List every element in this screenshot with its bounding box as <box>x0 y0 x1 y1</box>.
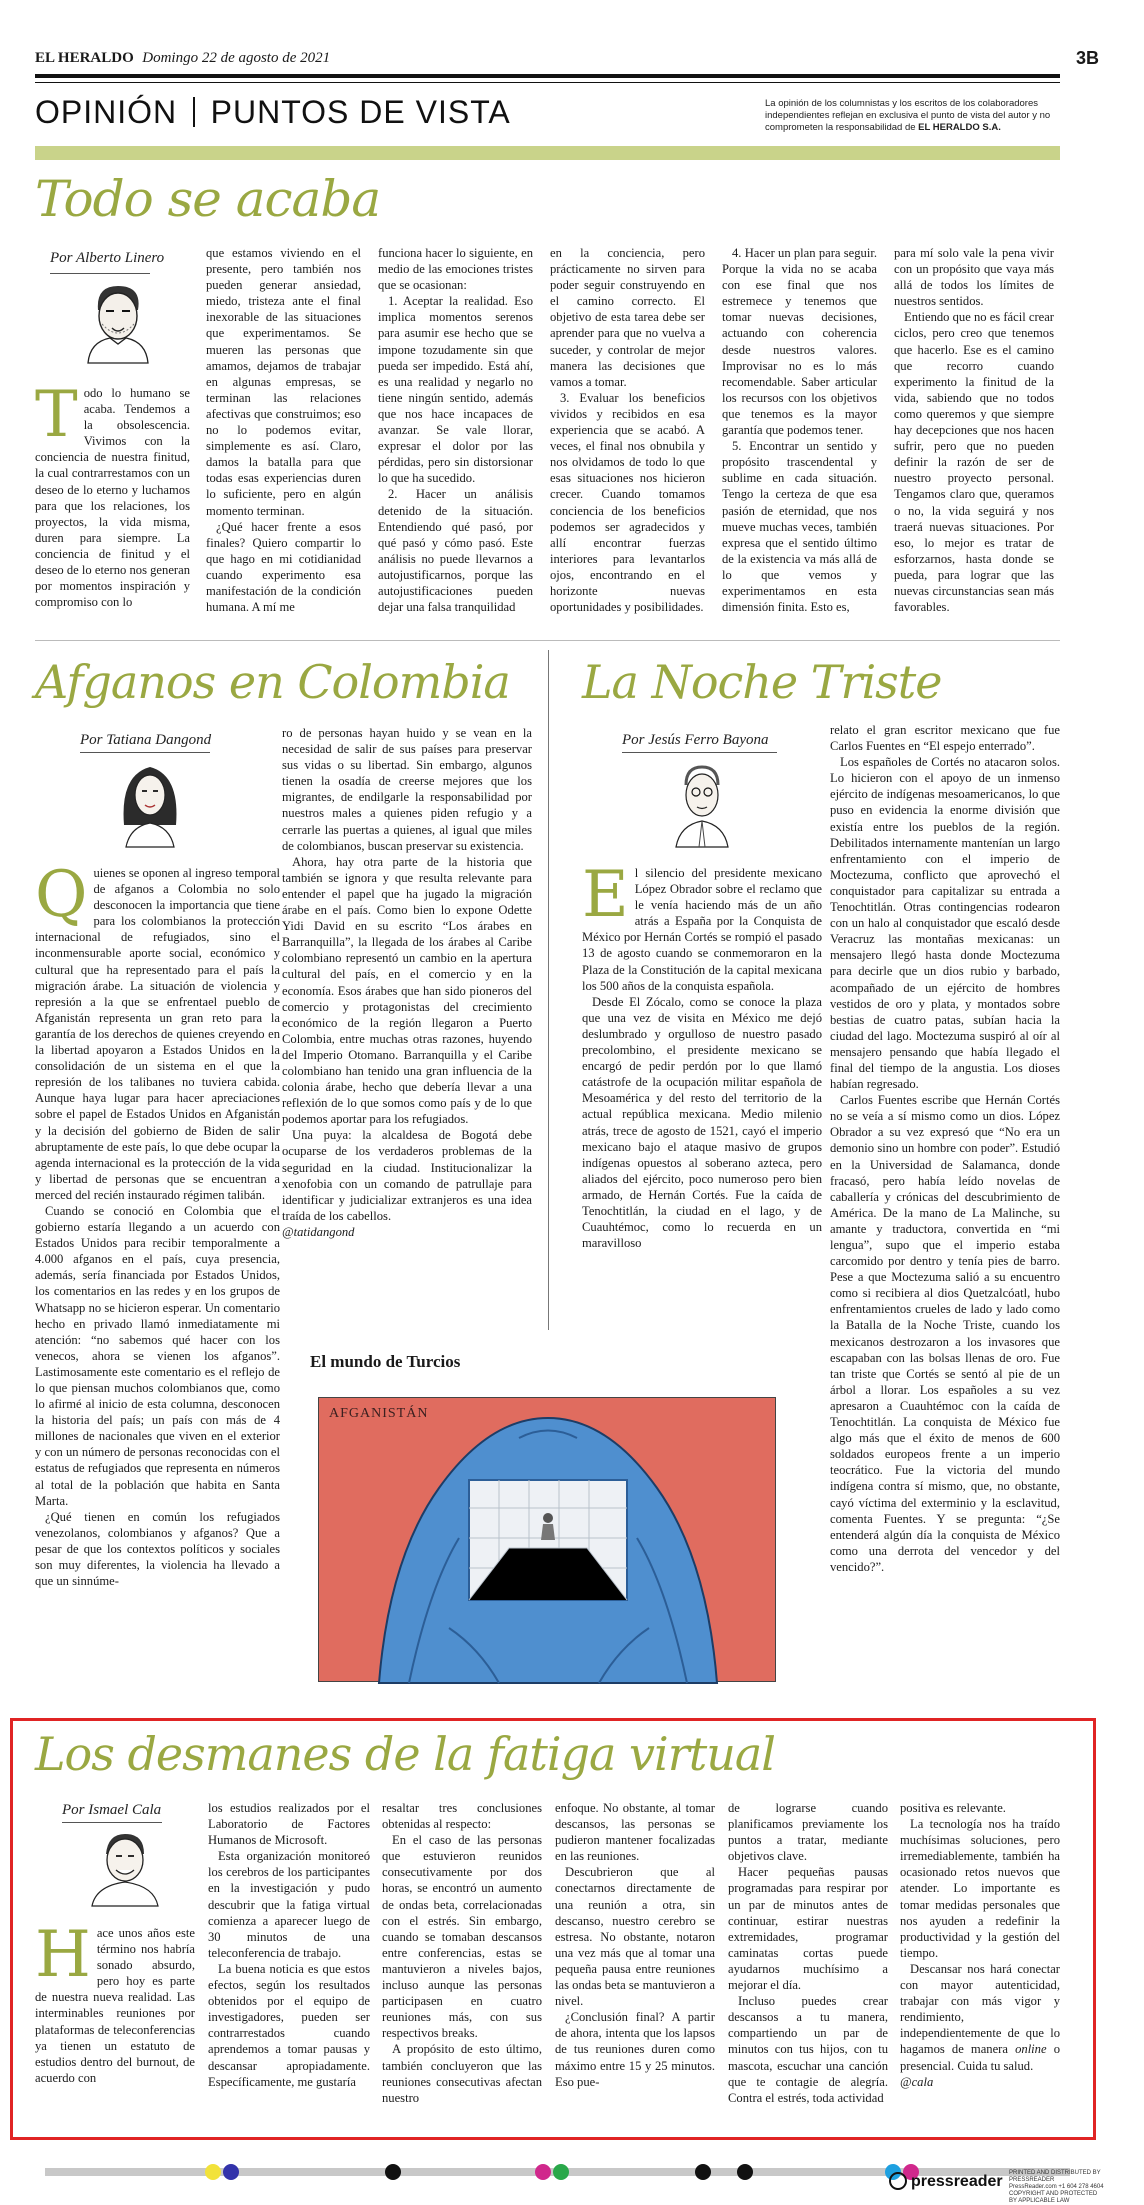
paragraph: Ahora, hay otra parte de la historia que también se ignora y que resulta relevante para entender el papel que ha jugado la migración árabe en el país. Como bien lo expone Odette Yidi David en su escrito “Los árabes en Barranquilla”, la llegada de los árabes al Caribe colombiano representó un cambio en la apertura cultural del país, en el comercio y en la economía. Esos árabes que han sido pioneros del comercio y protagonistas del crecimiento económico de la región llegaron a Puerto Colombia, entre muchas otras razones, huyendo del Imperio Otomano. Barranquilla y el Caribe colombiano han tenido una gran influencia de la colonia árabe, hecho que debería llevar a una reflexión de lo que somos como país y de lo que podemos aportar para los refugiados. <box>282 854 532 1127</box>
byline-rule <box>62 1822 162 1823</box>
legal-line: PressReader.com +1 604 278 4604 <box>1009 2184 1104 2190</box>
article-headline: Todo se acaba <box>35 170 381 228</box>
paragraph: ¿Conclusión final? A partir de ahora, intenta que los lapsos de tus reuniones duren como máximo entre 15 y 25 minutos. Eso pue- <box>555 2010 715 2089</box>
paragraph: ace unos años este término nos habría sonado absurdo, pero hoy es parte de nuestra nueva realidad. Las interminables reuniones por plataformas de teleconferencias ya tienen un estatuto de estudios dentro del burnout, de acuerdo con <box>35 1926 195 2085</box>
article-column <box>728 1800 888 2130</box>
paragraph: de lograrse cuando planificamos previamente los puntos a tratar, mediante objetivos clave. <box>728 1801 888 1864</box>
section-name: OPINIÓN <box>35 94 178 130</box>
paragraph: odo lo humano se acaba. Tendemos a la obsolescencia. Vivimos con la conciencia de nuestra finitud, la cual contrarrestamos con un deseo de lo eterno y luchamos para que los relaciones, los proyectos, la vida misma, duren para siempre. La conciencia de finitud y el deseo de lo eterno nos generan por momentos inspiración y compromiso con lo <box>35 386 190 610</box>
legal-line: COPYRIGHT AND PROTECTED BY APPLICABLE LAW <box>1009 2191 1098 2204</box>
section-separator <box>193 97 195 127</box>
paragraph: 1. Aceptar la realidad. Eso implica momentos serenos para asumir ese hecho que se impone tozudamente sin que pueda ser impedido. Está ahí, es una realidad y negarlo no tiene ningún sentido, además que nos hace incapaces de avanzar. Se vale llorar, expresar el dolor por las pérdidas, pero sin distorsionar lo que ha sucedido. <box>378 294 533 486</box>
paragraph: l silencio del presidente mexicano López Obrador sobre el reclamo que le venía haciendo más de un año atrás a España por la Conquista de México por Hernán Cortés se rompió el pasado 13 de agosto cuando se conmemoraron en la Plaza de la Constitución de la capital mexicana los 500 años de la conquista española. <box>582 866 822 993</box>
paragraph: Incluso puedes crear descansos a tu manera, compartiendo un par de minutos con tus hijos, con tu mascota, escuchar una canción que te contagie de alegría. Contra el estrés, toda actividad <box>728 1994 888 2105</box>
author-handle: @cala <box>900 2074 934 2089</box>
color-bar-dot <box>535 2164 551 2180</box>
article-column <box>206 245 361 630</box>
column-divider <box>548 650 549 1330</box>
disclaimer <box>765 98 1065 134</box>
cartoon <box>318 1397 776 1682</box>
article-headline: Afganos en Colombia <box>35 655 510 709</box>
article-byline: Por Alberto Linero <box>50 250 165 266</box>
paragraph: Una puya: la alcaldesa de Bogotá debe ocuparse de los verdaderos problemas de la seguridad en la ciudad. Institucionalizar la xenofobia con un comando de patrullaje para identificar y judicializar extranjeros es una idea traída de los cabellos. <box>282 1128 532 1223</box>
paragraph: ¿Qué hacer frente a esos finales? Quiero compartir lo que hago en mi cotidianidad cuando experimento esa manifestación de la condición humana. A mí me <box>206 519 361 615</box>
paragraph <box>900 1961 1060 2074</box>
paragraph: resaltar tres conclusiones obtenidas al respecto: <box>382 1801 542 1832</box>
section-title <box>35 94 511 131</box>
paragraph: Carlos Fuentes escribe que Hernán Cortés no se veía a sí mismo como un dios. López Obrador a su vez expresó que “No era un demonio sino un hombre con poder”. Estudió en la Universidad de Salamanca, donde fracasó, pero había leído novelas de caballería y crónicas del descubrimiento de América. De la mano de La Malinche, su amante y traductora, convertida en “mi lengua”, supo que el imperio estaba carcomido por dentro y tenía pies de barro. Pese a que Moctezuma salió a su encuentro como si recibiera al dios Quetzalcóatl, hubo enfrentamientos crueles de lado y lado como la Batalla de la Noche Triste, cuando los mexicanos destrozaron a los invasores que escapaban con las bolsas llenas de oro. Fue tan triste que Cortés se sentó al pie de un árbol a llorar. Los españoles a su vez apresaron a Cuauhtémoc con la caída de Tenochtitlán. La conquista de México fue algo más que el éxito de menos de 600 soldados europeos frente a un imperio teocrático. Fue la victoria del mundo indígena contra sí mismo, que, no obstante, cayó víctima del exterminio y la esclavitud, comenta Fuentes. Y se pregunta: “¿Se entenderá algún día la conquista de México como una derrota del vencedor y del vencido?”. <box>830 1093 1060 1574</box>
header-rule-thick <box>35 74 1060 78</box>
paragraph: Esta organización monitoreó los cerebros de los participantes en la investigación y pudo descubrir que la fatiga virtual comienza a aparecer luego de 30 minutos de una teleconferencia de trabajo. <box>208 1849 370 1960</box>
article-byline: Por Jesús Ferro Bayona <box>622 732 769 748</box>
masthead <box>35 50 330 67</box>
pressreader-brand: pressreader <box>911 2173 1003 2190</box>
paragraph: funciona hacer lo siguiente, en medio de las emociones tristes que se ocasionan: <box>378 246 533 293</box>
article-byline: Por Tatiana Dangond <box>80 732 212 748</box>
paragraph: Cuando se conoció en Colombia que el gobierno estaría llegando a un acuerdo con Estados Unidos para recibir temporalmente a 4.000 afganos en el país, cuya presencia, además, sería financiada por Estados Unidos, los comentarios en las redes y en los grupos de Whatsapp no se hicieron esperar. Un comentario hecho en privado llamó inmediatamente mi atención: “no sabemos qué hacer con los venecos, ahora se vienen los afganos”. Lastimosamente este comentario es el reflejo de lo que piensan muchos colombianos que, como lo afirmé al inicio de esta columna, desconocen la historia del país; un país con más de 4 millones de nacionales que viven en el exterior y con un número de personas reconocidas con el estatus de refugiados que representa en números al total de la población que habita en Santa Marta. <box>35 1203 280 1508</box>
paragraph: los estudios realizados por el Laboratorio de Factores Humanos de Microsoft. <box>208 1801 370 1848</box>
article-column <box>900 1800 1060 2130</box>
paragraph-text: o presencial. Cuida tu salud. <box>900 2042 1060 2073</box>
paragraph: Hacer pequeñas pausas programadas para respirar por un par de minutos antes de continuar, estirar nuestras extremidades, programar caminatas cortas puede ayudarnos muchísimo a mejorar el día. <box>728 1865 888 1993</box>
paragraph: Desde El Zócalo, como se conoce la plaza que una vez de visita en México me dejó deslumbrado y orgulloso de nuestro pasado precolombino, el presidente mexicano se encargó de pedir perdón por lo que llamó catástrofe de la ocupación militar española de Mesoamérica y del resto del territorio de la actual república mexicana. Medio milenio atrás, trece de agosto de 1521, cayó el imperio mexicano bajo el ataque masivo de grupos indígenas opuestos al soberano azteca, pero aliados del ejército, poco numeroso pero bien armado, de Hernán Cortés. Fue la caída de Tenochtitlán, la ciudad en el lago, y de Cuauhtémoc, como lo recuerda en un maravilloso <box>582 994 822 1251</box>
section-band <box>35 146 1060 160</box>
article-headline: La Noche Triste <box>582 655 942 709</box>
pressreader-icon <box>889 2172 907 2190</box>
color-bar-dot <box>553 2164 569 2180</box>
page-number: 3B <box>1075 48 1099 68</box>
paragraph: positiva es relevante. <box>900 1801 1006 1815</box>
paragraph: relato el gran escritor mexicano que fue Carlos Fuentes en “El espejo enterrado”. <box>830 723 1060 754</box>
color-bar-dot <box>737 2164 753 2180</box>
disclaimer-text: La opinión de los columnistas y los escritos de los colaboradores independientes reflejan en exclusiva el punto de vista del autor y no comprometen la responsabilidad de <box>765 98 1051 133</box>
article-column <box>282 725 532 1323</box>
byline-rule <box>50 273 150 274</box>
pressreader-logo <box>889 2172 1003 2191</box>
article-column <box>35 378 190 630</box>
pressreader-legal <box>1009 2170 1104 2205</box>
disclaimer-company: EL HERALDO S.A. <box>918 122 1001 133</box>
author-portrait <box>68 278 168 363</box>
paragraph: ¿Qué tienen en común los refugiados venezolanos, colombianos y afganos? Que a pesar de que los contextos políticos y sociales son muy diferentes, la violencia ha llevado a que un sinnúme- <box>35 1509 280 1589</box>
article-column <box>550 245 705 630</box>
paragraph: enfoque. No obstante, al tomar descansos, las personas se pudieron mantener focalizadas en las reuniones. <box>555 1801 715 1864</box>
drop-cap: T <box>35 378 78 452</box>
color-bar-dot <box>223 2164 239 2180</box>
color-bar-dot <box>385 2164 401 2180</box>
paragraph: Los españoles de Cortés no atacaron solos. Lo hicieron con el apoyo de un inmenso ejército de indígenas mesoamericanos, lo que puso en evidencia la enorme división que existía entre los pueblos de la región. Debilitados internamente mantenían un largo enfrentamiento con el imperio de Moctezuma, conflicto que aprovechó el conquistador para capitalizar su entrada a Tenochtitlán. Otras contingencias rodearon con un halo al conquistador que escaló desde Veracruz las montañas mexicanas: un mensajero llegó hasta donde Moctezuma para decirle que un dios rubio y barbado, acompañado de un ejército de hombres vestidos de oro y plata, y montados sobre bestias de cuatro patas, subían hacia la ciudad del lago. Moctezuma suspiró al oír al mensajero pensando que había llegado el final del tiempo de la angustia. Los dioses habían regresado. <box>830 755 1060 1092</box>
article-column <box>894 245 1054 630</box>
pressreader-badge <box>889 2170 1104 2204</box>
paragraph: en la conciencia, pero prácticamente no sirven para poder seguir construyendo en el camino correcto. El objetivo de esta tarea debe ser aprender para que no vuelva a suceder, y controlar de mejor manera las decisiones que vamos a tomar. <box>550 246 705 389</box>
article-column <box>378 245 533 630</box>
header-rule-thin <box>35 82 1060 83</box>
paragraph: 4. Hacer un plan para seguir. Porque la vida no se acaba con ese final que nos estremece y tenemos que tomar nuevas decisiones, actuando con coherencia desde nuestros valores. Improvisar no es lo más recomendable. Saber articular los recursos con los objetivos que tenemos es la mayor garantía que podemos tener. <box>722 246 877 438</box>
article-byline: Por Ismael Cala <box>62 1802 162 1818</box>
paragraph: Descubrieron que al conectarnos directamente de una reunión a otra, sin descanso, nuestro cerebro se estresa. No obstante, notaron una vez más que al tomar una pequeña pausa entre reuniones las ondas beta se mantuvieron a nivel. <box>555 1865 715 2009</box>
color-bar-dot <box>205 2164 221 2180</box>
paragraph: La tecnología nos ha traído muchísimas soluciones, pero irremediablemente, también ha ocasionado retos nuevos que atender. Lo importante es tomar medidas personales que nos ayuden a redefinir la productividad y la gestión del tiempo. <box>900 1817 1060 1960</box>
cartoon-title: El mundo de Turcios <box>310 1352 461 1371</box>
emphasis-text: online <box>1015 2042 1047 2057</box>
author-portrait <box>80 1826 170 1906</box>
paragraph-text: Descansar nos hará conectar con mayor autenticidad, trabajar con más vigor y rendimiento, independientemente de que lo hagamos de manera <box>900 1961 1060 2057</box>
author-handle: @tatidangond <box>282 1224 355 1239</box>
paragraph: uienes se oponen al ingreso temporal de afganos a Colombia no solo desconocen la importancia que tiene para los colombianos la protección internacional de refugiados, sino el inconmensurable aporte social, económico y cultural que ha representado para el país la migración árabe. La situación de violencia y represión a la que se enfrentael pueblo de Afganistán representa un gran reto para la garantía de los derechos de quienes creyendo en la libertad apoyaron a Estados Unidos en la consolidación de un sistema en el que la represión de los talibanes no tuviera cabida. Aunque haya lugar para hacer apreciaciones sobre el papel de Estados Unidos en Afganistán y la decisión del gobierno de Biden de salir abruptamente de este país, lo que debe ocupar la agenda internacional es la protección de la vida y libertad de personas que se encuentran a merced del recién instaurado régimen talibán. <box>35 866 280 1202</box>
drop-cap: H <box>35 1918 91 1992</box>
article-column <box>208 1800 370 2130</box>
paragraph: La buena noticia es que estos efectos, según los resultados obtenidos por el equipo de investigadores, pueden ser contrarrestados cuando aprendemos a tomar pausas y descansar apropiadamente. Específicamente, me gustaría <box>208 1961 370 2089</box>
paragraph: En el caso de las personas que estuvieron reunidos consecutivamente por dos horas, se encontró un aumento de ondas beta, correlacionadas con el estrés. Sin embargo, cuando se tomaban descansos entre conferencias, estas se mantuvieron a niveles bajos, incluso aunque las personas participasen en cuatro reuniones más, con sus respectivos breaks. <box>382 1833 542 2041</box>
paragraph: 3. Evaluar los beneficios vividos y recibidos en esa experiencia que se acabó. A veces, el final nos obnubila y nos olvidamos de todo lo que esas situaciones nos hicieron crecer. Cuando tomamos conciencia de los beneficios podemos ser agradecidos y allí encontrar fuerzas interiores para levantarlos ojos, encontrando en el horizonte nuevas oportunidades y posibilidades. <box>550 390 705 615</box>
drop-cap: Q <box>35 858 88 932</box>
article-column <box>582 858 822 1380</box>
legal-line: PRINTED AND DISTRIBUTED BY PRESSREADER <box>1009 2170 1101 2183</box>
byline-rule <box>622 752 777 753</box>
issue-date: Domingo 22 de agosto de 2021 <box>142 50 331 66</box>
paragraph: que estamos viviendo en el presente, pero también nos pueden generar ansiedad, miedo, tristeza ante el final inexorable de las situaciones que experimentamos. Se mueren las personas que amamos, dejamos de trabajar en algunas empresas, se terminan las relaciones afectivas que construimos; eso no lo podemos evitar, simplemente es así. Claro, damos la batalla para que todas esas experiencias duren lo suficiente, pero en algún momento terminan. <box>206 246 361 518</box>
article-column <box>382 1800 542 2130</box>
article-column <box>35 1918 195 2130</box>
article-column <box>35 858 280 1690</box>
paragraph: 5. Encontrar un sentido y propósito trascendental y sublime en cada situación. Tengo la certeza de que esa pasión de eternidad, que nos mueve muchas veces, también expresa que el sentido último de la existencia va más allá de lo que vemos y experimentamos en esta dimensión finita. Esto es, <box>722 439 877 615</box>
paragraph: 2. Hacer un análisis detenido de la situación. Entendiendo qué pasó, por qué pasó y cómo pasó. Este análisis no puede llevarnos a autojustificarnos, porque las autojustificaciones pueden dejar una falsa tranquilidad <box>378 487 533 615</box>
newspaper-name: EL HERALDO <box>35 50 134 66</box>
paragraph: para mí solo vale la pena vivir con un propósito que vaya más allá de todos los límites de nuestros sentidos. <box>894 246 1054 309</box>
paragraph: Entiendo que no es fácil crear ciclos, pero creo que tenemos que hacerlo. Ese es el camino que recorro cuando experimento la finitud de la vida, sabiendo que no todos como queremos y que siempre hay decepciones que nos hacen sufrir, pero que no pueden definir la razón de ser de nuestro proyecto personal. Tengamos claro que, queramos o no, la vida seguirá y nos traerá nuevas situaciones. Por eso, lo mejor es tratar de esforzarnos, hasta donde se pueda, para lograr que las nuevas circunstancias sean más favorables. <box>894 310 1055 615</box>
color-bar-dot <box>695 2164 711 2180</box>
cartoon-label: AFGANISTÁN <box>329 1406 429 1421</box>
author-portrait <box>662 755 742 847</box>
section-divider <box>35 640 1060 641</box>
byline-rule <box>80 752 210 753</box>
article-column <box>830 722 1060 1690</box>
author-portrait <box>110 755 190 847</box>
subsection-name: PUNTOS DE VISTA <box>210 94 511 130</box>
article-column <box>722 245 877 630</box>
burqa-illustration <box>319 1398 777 1683</box>
article-headline: Los desmanes de la fatiga virtual <box>35 1727 775 1781</box>
paragraph: A propósito de esto último, también concluyeron que las reuniones consecutivas afectan nuestro <box>382 2042 542 2105</box>
article-column <box>555 1800 715 2130</box>
paragraph: ro de personas hayan huido y se vean en la necesidad de salir de sus países para preservar sus vidas o su libertad. Sin embargo, algunos tienen la osadía de creerse mejores que los migrantes, de endilgarle la responsabilidad por nuestros males a quienes piden refugio y a cerrarle las puertas a quienes, al igual que miles de colombianos, buscan preservar su existencia. <box>282 726 532 853</box>
drop-cap: E <box>582 858 629 932</box>
